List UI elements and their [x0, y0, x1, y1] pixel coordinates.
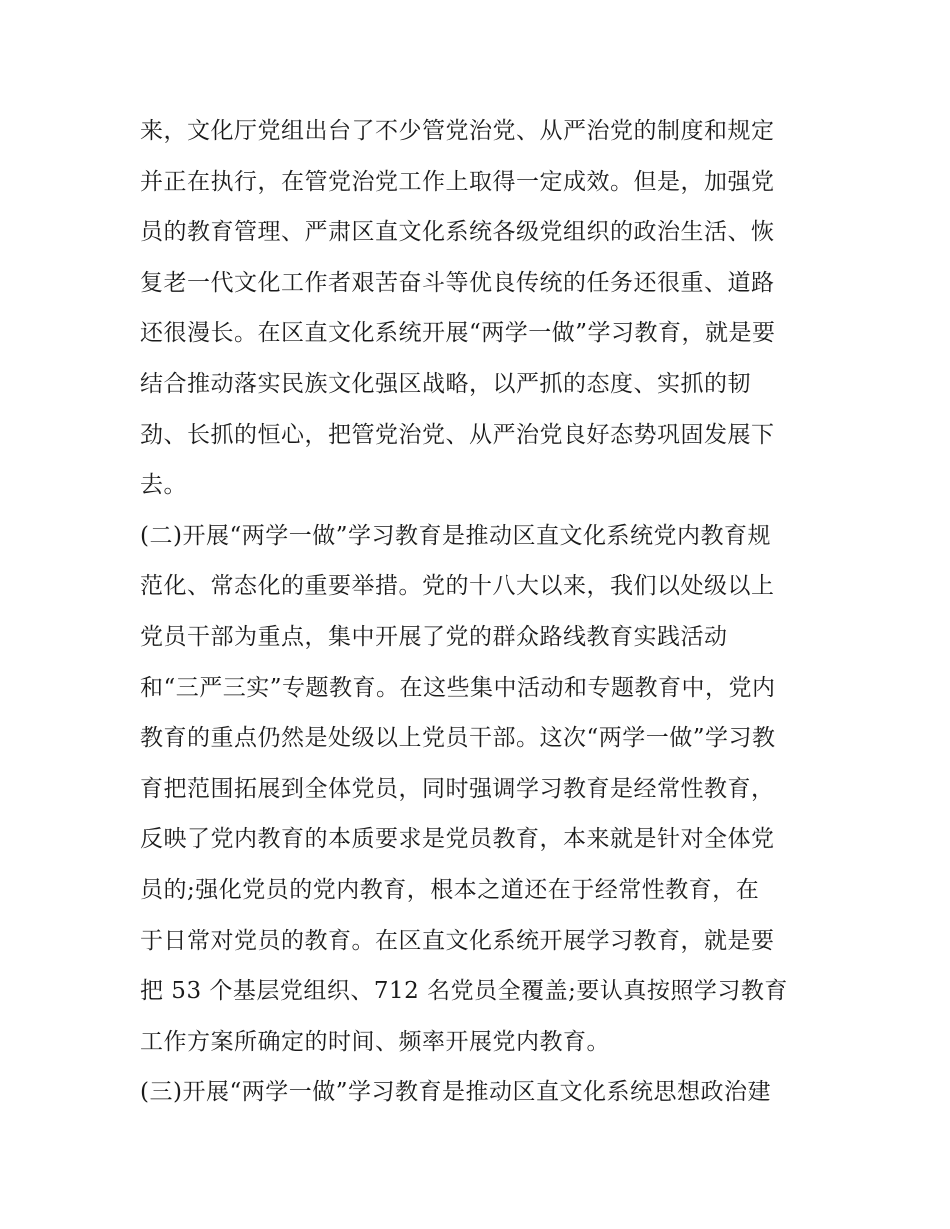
text-line: 去。 [140, 472, 187, 499]
text-line: 反映了党内教育的本质要求是党员教育，本来就是针对全体党 [140, 826, 775, 853]
text-line: 还很漫长。在区直文化系统开展“两学一做”学习教育，就是要 [140, 320, 776, 347]
text-line: (二)开展“两学一做”学习教育是推动区直文化系统党内教育规 [140, 522, 771, 549]
text-line: 并正在执行，在管党治党工作上取得一定成效。但是，加强党 [140, 168, 775, 195]
text-line: 复老一代文化工作者艰苦奋斗等优良传统的任务还很重、道路 [140, 269, 775, 296]
text-line: 范化、常态化的重要举措。党的十八大以来，我们以处级以上 [140, 573, 775, 600]
body-text [140, 106, 820, 1118]
text-line: 员的;强化党员的党内教育，根本之道还在于经常性教育，在 [140, 876, 760, 903]
text-line: 来，文化厅党组出台了不少管党治党、从严治党的制度和规定 [140, 118, 775, 144]
text-line: 育把范围拓展到全体党员，同时强调学习教育是经常性教育， [140, 775, 775, 802]
text-line: 结合推动落实民族文化强区战略，以严抓的态度、实抓的韧 [140, 370, 751, 397]
text-line: 党员干部为重点，集中开展了党的群众路线教育实践活动 [140, 623, 728, 650]
text-line: 劲、长抓的恒心，把管党治党、从严治党良好态势巩固发展下 [140, 421, 775, 448]
text-line: 工作方案所确定的时间、频率开展党内教育。 [140, 1028, 610, 1055]
text-line: 和“三严三实”专题教育。在这些集中活动和专题教育中，党内 [140, 674, 776, 701]
text-line: (三)开展“两学一做”学习教育是推动区直文化系统思想政治建 [140, 1079, 771, 1106]
text-line: 员的教育管理、严肃区直文化系统各级党组织的政治生活、恢 [140, 219, 775, 246]
text-line: 教育的重点仍然是处级以上党员干部。这次“两学一做”学习教 [140, 725, 776, 752]
text-line: 于日常对党员的教育。在区直文化系统开展学习教育，就是要 [140, 927, 775, 954]
text-line: 把 53 个基层党组织、712 名党员全覆盖;要认真按照学习教育 [140, 978, 788, 1005]
